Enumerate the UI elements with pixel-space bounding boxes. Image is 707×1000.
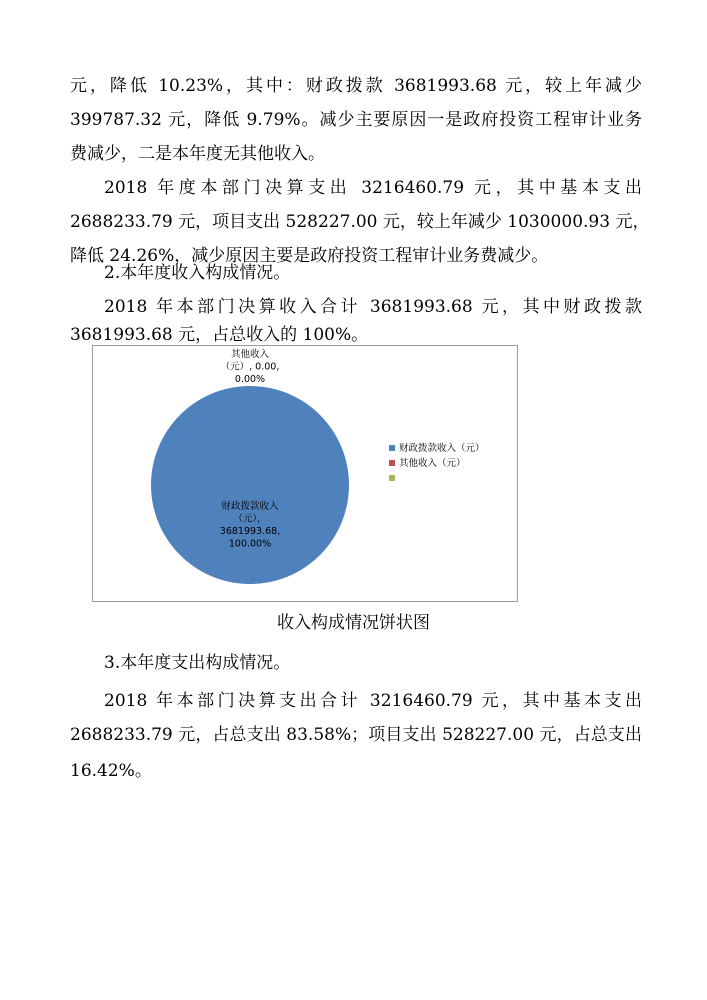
legend-label-0: 财政拨款收入（元） bbox=[399, 443, 485, 454]
p1-line-3: 费减少，二是本年度无其他收入。 bbox=[70, 144, 325, 164]
legend-swatch-1 bbox=[389, 460, 395, 466]
p3-line-2: 3681993.68 元，占总收入的 100%。 bbox=[70, 325, 369, 345]
slice-0-label-line-3: 100.00% bbox=[228, 538, 272, 550]
p2-line-1: 2018 年度本部门决算支出 3216460.79 元，其中基本支出 bbox=[104, 178, 642, 198]
legend-label-1: 其他收入（元） bbox=[399, 458, 466, 469]
p4-line-3: 16.42%。 bbox=[70, 761, 152, 781]
slice-1-label-line-0: 其他收入 bbox=[230, 349, 270, 360]
p4-line-2: 2688233.79 元，占总支出 83.58%；项目支出 528227.00 元，占总支出 bbox=[70, 725, 642, 745]
legend-swatch-0 bbox=[389, 445, 395, 451]
p3-line-1: 2018 年本部门决算收入合计 3681993.68 元，其中财政拨款 bbox=[104, 297, 642, 317]
chart-caption: 收入构成情况饼状图 bbox=[277, 613, 430, 633]
slice-0-label-line-0: 财政拨款收入 bbox=[221, 501, 279, 512]
income-pie-chart bbox=[92, 345, 518, 602]
legend-swatch-2 bbox=[389, 475, 395, 481]
slice-1-label-line-1: （元）, 0.00, bbox=[220, 361, 280, 373]
pie-slice-0 bbox=[151, 386, 349, 584]
section-heading-2: 2.本年度收入构成情况。 bbox=[104, 263, 291, 283]
p4-line-1: 2018 年本部门决算支出合计 3216460.79 元，其中基本支出 bbox=[104, 691, 642, 711]
pie-chart-svg bbox=[93, 346, 517, 601]
p1-line-2: 399787.32 元，降低 9.79%。减少主要原因一是政府投资工程审计业务 bbox=[70, 110, 642, 130]
section-heading-3: 3.本年度支出构成情况。 bbox=[104, 653, 291, 673]
p2-line-3: 降低 24.26%，减少原因主要是政府投资工程审计业务费减少。 bbox=[70, 246, 549, 266]
slice-0-label-line-1: （元）， bbox=[233, 513, 267, 525]
p2-line-2: 2688233.79 元，项目支出 528227.00 元，较上年减少 1030000.93 元， bbox=[70, 212, 650, 232]
slice-1-label-line-2: 0.00% bbox=[234, 374, 266, 385]
slice-0-label-line-2: 3681993.68, bbox=[219, 526, 281, 537]
p1-line-1: 元，降低 10.23%，其中：财政拨款 3681993.68 元，较上年减少 bbox=[70, 76, 642, 96]
